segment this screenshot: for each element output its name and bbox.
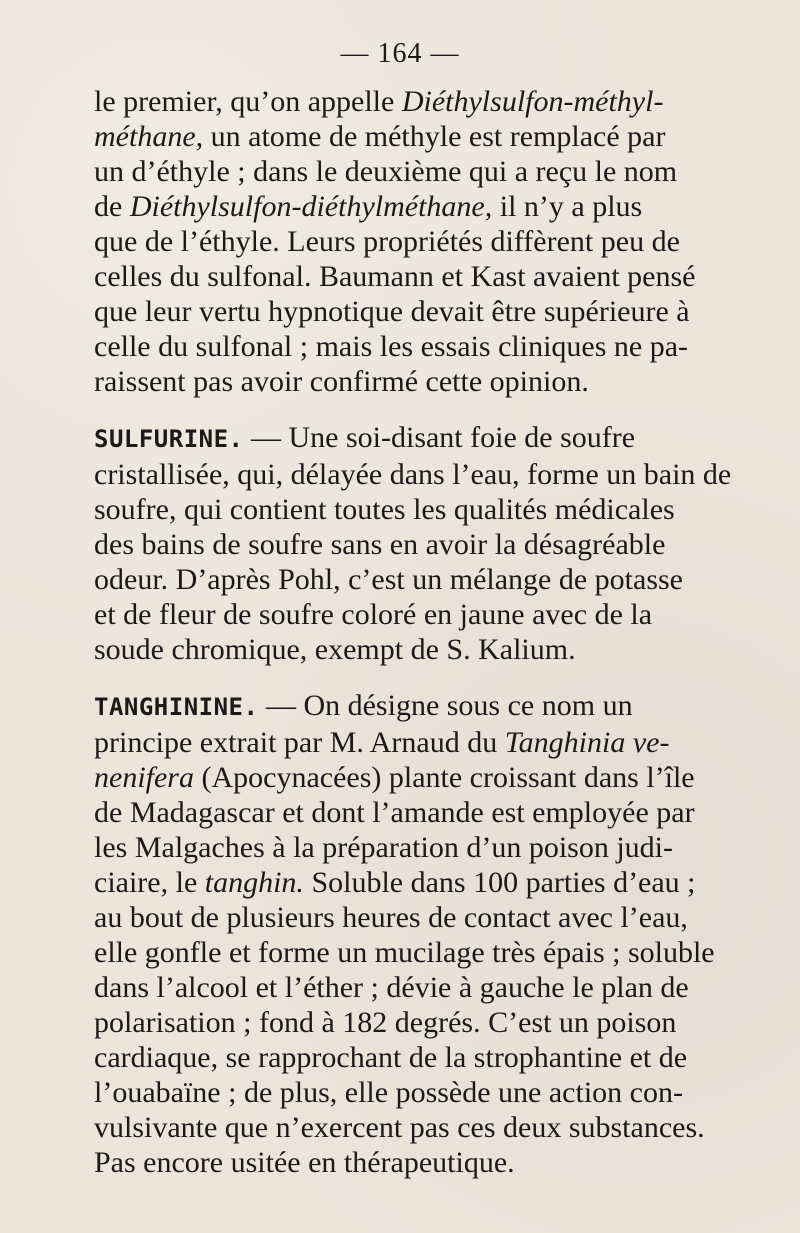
text-segment: ciaire, le xyxy=(94,866,205,899)
italic-segment: méthane, xyxy=(94,120,204,153)
text-line: et de fleur de soufre coloré en jaune avec de la xyxy=(94,598,653,631)
text-segment: — Une soi-disant foie de soufre xyxy=(243,421,636,454)
text-line: odeur. D’après Pohl, c’est un mélange de potasse xyxy=(94,563,683,596)
text-line: Pas encore usitée en thérapeutique. xyxy=(94,1146,515,1179)
text-line: cristallisée, qui, délayée dans l’eau, forme un bain de xyxy=(94,458,732,491)
text-line: cardiaque, se rapprochant de la strophantine et de xyxy=(94,1041,688,1074)
text-line xyxy=(94,189,784,224)
text-line: que leur vertu hypnotique devait être supérieure à xyxy=(94,295,690,328)
text-segment: — On désigne sous ce nom un xyxy=(258,689,633,722)
text-segment: un atome de méthyle est remplacé par xyxy=(203,120,666,153)
text-line: dans l’alcool et l’éther ; dévie à gauche le plan de xyxy=(94,971,689,1004)
text-line xyxy=(94,760,784,795)
text-line xyxy=(94,725,784,760)
text-line xyxy=(94,84,784,119)
intro-paragraph xyxy=(94,84,784,399)
italic-segment: tanghin. xyxy=(204,866,304,899)
text-line: les Malgaches à la préparation d’un poison judi- xyxy=(94,831,673,864)
text-segment: le premier, qu’on appelle xyxy=(94,85,402,118)
sulfurine-paragraph xyxy=(94,420,784,667)
text-segment: de xyxy=(94,190,130,223)
text-line: celles du sulfonal. Baumann et Kast avaient pensé xyxy=(94,260,696,293)
text-segment: (Apocynacées) plante croissant dans l’île xyxy=(193,761,695,794)
italic-segment: Diéthylsulfon-méthyl- xyxy=(401,85,664,118)
text-line xyxy=(94,420,784,457)
page-number: — 164 — xyxy=(340,38,460,69)
italic-segment: Diéthylsulfon-diéthylméthane, xyxy=(129,190,493,223)
text-segment: principe extrait par M. Arnaud du xyxy=(94,726,505,759)
text-line: soufre, qui contient toutes les qualités médicales xyxy=(94,493,675,526)
text-segment: il n’y a plus xyxy=(492,190,643,223)
text-line xyxy=(94,688,784,725)
section-title-tanghinine: TANGHININE. xyxy=(94,693,259,721)
italic-segment: nenifera xyxy=(94,761,194,794)
text-line: raissent pas avoir confirmé cette opinion. xyxy=(94,365,589,398)
text-line xyxy=(94,865,784,900)
italic-segment: Tanghinia ve- xyxy=(504,726,670,759)
text-line: un d’éthyle ; dans le deuxième qui a reçu le nom xyxy=(94,155,678,188)
text-line: polarisation ; fond à 182 degrés. C’est un poison xyxy=(94,1006,677,1039)
text-line: l’ouabaïne ; de plus, elle possède une action con- xyxy=(94,1076,683,1109)
section-title-sulfurine: SULFURINE. xyxy=(94,425,244,453)
page-content xyxy=(94,84,784,1180)
text-line: soude chromique, exempt de S. Kalium. xyxy=(94,633,576,666)
text-line: que de l’éthyle. Leurs propriétés diffèrent peu de xyxy=(94,225,680,258)
text-line: elle gonfle et forme un mucilage très épais ; soluble xyxy=(94,936,715,969)
text-line: celle du sulfonal ; mais les essais cliniques ne pa- xyxy=(94,330,689,363)
text-line: au bout de plusieurs heures de contact avec l’eau, xyxy=(94,901,688,934)
text-line: de Madagascar et dont l’amande est employée par xyxy=(94,796,695,829)
text-line: des bains de soufre sans en avoir la désagréable xyxy=(94,528,666,561)
text-line xyxy=(94,119,784,154)
tanghinine-paragraph xyxy=(94,688,784,1180)
text-line: vulsivante que n’exercent pas ces deux substances. xyxy=(94,1111,705,1144)
text-segment: Soluble dans 100 parties d’eau ; xyxy=(303,866,696,899)
